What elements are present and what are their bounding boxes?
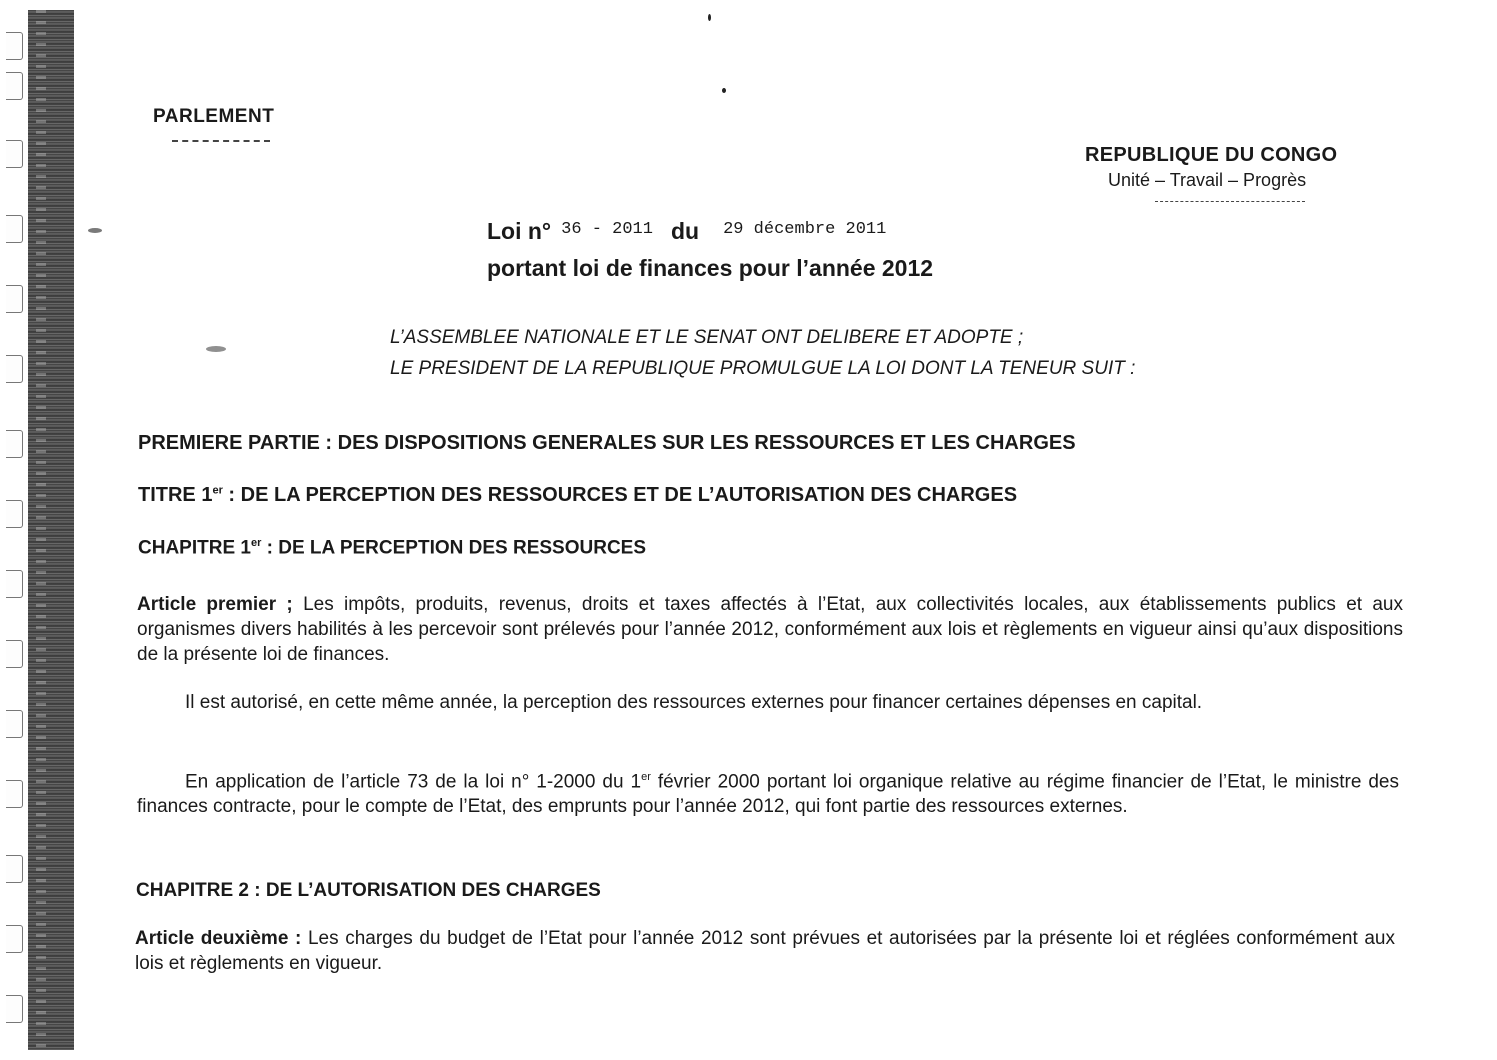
scan-binding-edge	[28, 10, 74, 1050]
law-number: 36 - 2011	[561, 220, 653, 239]
paragraph-2: Il est autorisé, en cette même année, la perception des ressources externes pour financer certaines dépenses en capital.	[185, 692, 1203, 713]
title-prefix: TITRE 1	[138, 484, 213, 506]
article-deuxieme-text: Les charges du budget de l’Etat pour l’année 2012 sont prévues et autorisées par la présente loi et réglées conformément aux lois et règlements en vigueur.	[135, 928, 1396, 974]
title-heading	[138, 484, 1017, 507]
punch-hole	[6, 995, 23, 1023]
title-text: : DE LA PERCEPTION DES RESSOURCES ET DE L’AUTORISATION DES CHARGES	[222, 484, 1018, 506]
scan-speck	[88, 228, 102, 233]
article-premier-lead: Article premier ;	[137, 594, 293, 615]
punch-hole	[6, 780, 23, 808]
punch-hole	[6, 285, 23, 313]
article-premier-text: Les impôts, produits, revenus, droits et taxes affectés à l’Etat, aux collectivités locales, aux établissements publics et aux organismes divers habilités à les percevoir sont prélevés pour l’année 2012, conformément aux lois et règlements en vigueur ainsi qu’aux dispositions de la présente loi de finances.	[137, 594, 1403, 665]
article-premier	[137, 592, 1403, 667]
part-heading: PREMIERE PARTIE : DES DISPOSITIONS GENERALES SUR LES RESSOURCES ET LES CHARGES	[138, 432, 1076, 454]
scan-speck	[708, 14, 711, 21]
chapter-1-sup: er	[250, 537, 262, 549]
preamble-line-2: LE PRESIDENT DE LA REPUBLIQUE PROMULGUE LA LOI DONT LA TENEUR SUIT :	[390, 358, 1136, 379]
punch-hole	[6, 640, 23, 668]
divider	[1155, 201, 1305, 202]
chapter-1-prefix: CHAPITRE 1	[138, 537, 251, 559]
punch-hole	[6, 500, 23, 528]
paragraph-3	[137, 765, 1399, 819]
punch-hole	[6, 355, 23, 383]
divider	[172, 140, 270, 142]
law-du: du	[670, 218, 700, 244]
title-sup: er	[212, 484, 223, 497]
scan-speck	[722, 88, 726, 93]
punch-hole	[6, 925, 23, 953]
paragraph-3-text-b: février 2000 portant loi organique relative au régime financier de l’Etat, le ministre des finances contracte, pour le compte de l’Etat, des emprunts pour l’année 2012, qui font partie des ressources externes.	[137, 771, 1399, 818]
chapter-2-heading: CHAPITRE 2 : DE L’AUTORISATION DES CHARGES	[136, 880, 601, 901]
scan-speck	[206, 346, 226, 352]
law-date: 29 décembre 2011	[723, 220, 887, 239]
chapter-1-text: : DE LA PERCEPTION DES RESSOURCES	[261, 537, 647, 559]
punch-hole	[6, 710, 23, 738]
punch-hole	[6, 140, 23, 168]
paragraph-3-text-a: En application de l’article 73 de la loi n° 1-2000 du 1	[185, 771, 642, 793]
article-deuxieme	[135, 926, 1395, 976]
national-motto: Unité – Travail – Progrès	[1108, 170, 1307, 190]
law-subtitle: portant loi de finances pour l’année 2012	[487, 255, 934, 281]
punch-hole	[6, 430, 23, 458]
parliament-label: PARLEMENT	[153, 106, 275, 127]
chapter-1-heading	[138, 537, 646, 559]
punch-holes	[6, 10, 26, 1050]
punch-hole	[6, 72, 23, 100]
punch-hole	[6, 570, 23, 598]
preamble-line-1: L’ASSEMBLEE NATIONALE ET LE SENAT ONT DELIBERE ET ADOPTE ;	[390, 327, 1024, 348]
law-prefix: Loi n°	[487, 218, 552, 244]
punch-hole	[6, 855, 23, 883]
law-title	[487, 218, 886, 245]
punch-hole	[6, 32, 23, 60]
article-deuxieme-lead: Article deuxième :	[135, 928, 302, 949]
country-name: REPUBLIQUE DU CONGO	[1085, 144, 1338, 166]
punch-hole	[6, 215, 23, 243]
paragraph-3-sup: er	[641, 771, 651, 783]
